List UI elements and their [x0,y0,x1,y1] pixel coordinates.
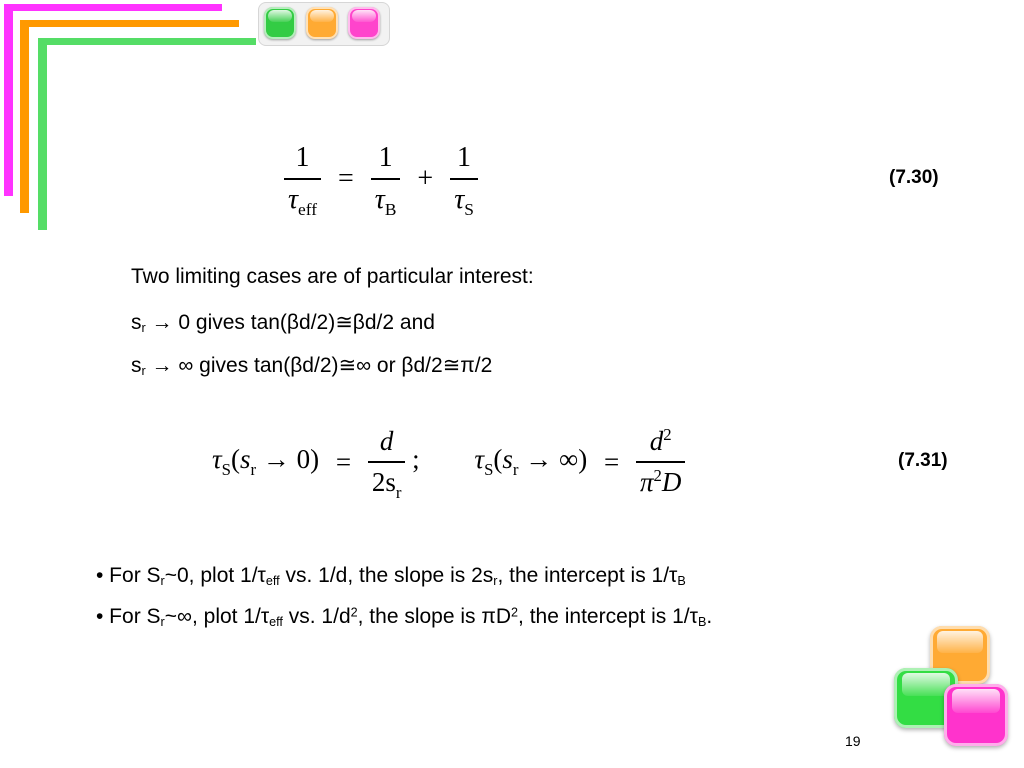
limit-arg: → ∞) [518,444,588,475]
limit-arg: → 0) [256,444,320,475]
subscript: eff [269,615,283,630]
equation-7-30 [284,142,478,219]
case-1-rest: → 0 gives tan(βd/2)≅βd/2 and [145,311,435,334]
equals-sign: = [337,163,354,194]
subscript: eff [298,199,317,219]
page-number: 19 [845,733,861,749]
tau-symbol: τ [212,444,222,475]
s-symbol: s [239,444,251,475]
bullet-text: , the slope is πD [357,605,512,628]
bullet-text: vs. 1/d, the slope is 2s [279,564,494,587]
case-1-text [131,312,435,335]
D-symbol: D [661,467,682,497]
subscript: eff [265,574,280,589]
open-paren: ( [493,444,503,475]
fraction-right [636,426,685,498]
subscript: r [160,574,165,589]
orange-corner-bar-vertical [20,20,29,213]
magenta-corner-bar-horizontal [4,4,222,11]
green-corner-bar-horizontal [38,38,256,45]
bullet-2 [96,606,712,629]
fraction-surface [450,142,478,219]
s-symbol: s [502,444,513,475]
subscript: r [250,459,257,479]
tau-symbol: τ [474,444,485,475]
tau-symbol: τ [454,184,465,215]
bullet-text: ~0, plot 1/τ [164,564,266,587]
numerator: 1 [295,142,310,173]
subscript: r [512,459,519,479]
subscript: r [141,321,146,336]
numerator: d [379,426,394,456]
pink-gem-icon [348,7,380,39]
equation-number-7-31: (7.31) [898,450,948,471]
pi-symbol: π [639,467,654,497]
orange-gem-icon [306,7,338,39]
bullet-text: ~∞, plot 1/τ [164,605,270,628]
numerator: 1 [457,142,472,173]
subscript: r [493,574,498,589]
subscript: r [395,482,402,502]
subscript: B [677,574,686,589]
superscript: 2 [653,465,662,485]
subscript: S [464,199,474,219]
subscript: B [384,199,397,219]
equals-sign: = [335,446,352,477]
numerator: 1 [378,142,393,173]
orange-corner-bar-horizontal [20,20,239,27]
bullet-text: . [706,605,713,628]
equation-7-31 [212,424,685,502]
equation-number-7-30: (7.30) [889,167,939,188]
tau-symbol: τ [374,184,385,215]
s-symbol: s [131,311,142,334]
superscript: 2 [511,605,519,620]
magenta-corner-bar-vertical [4,4,13,196]
subscript: r [160,615,165,630]
superscript: 2 [350,605,358,620]
fraction-left [368,426,406,502]
s-symbol: s [131,354,142,377]
bullet-text: vs. 1/d [282,605,351,628]
equals-sign: = [604,446,620,477]
pink-gem-icon [944,684,1008,746]
plus-sign: + [417,163,434,194]
d-symbol: d [649,426,664,456]
bullet-text: , the intercept is 1/τ [518,605,698,628]
denominator: 2s [371,467,396,497]
green-gem-icon [264,7,296,39]
bullet-text: • For S [96,564,161,587]
subscript: r [141,364,146,379]
case-2-rest: → ∞ gives tan(βd/2)≅∞ or βd/2≅π/2 [145,354,493,377]
green-corner-bar-vertical [38,38,47,230]
superscript: 2 [663,424,672,444]
tau-symbol: τ [288,184,299,215]
case-2-text [131,355,492,378]
fraction-bulk [371,142,401,219]
bullet-text: , the intercept is 1/τ [497,564,678,587]
bullet-1 [96,565,686,588]
subscript: S [484,459,494,479]
fraction-lhs [284,142,321,219]
semicolon: ; [412,444,420,475]
subscript: S [221,459,231,479]
subscript: B [697,615,707,630]
open-paren: ( [230,444,240,475]
intro-text: Two limiting cases are of particular interest: [131,265,534,288]
bullet-text: • For S [96,605,161,628]
